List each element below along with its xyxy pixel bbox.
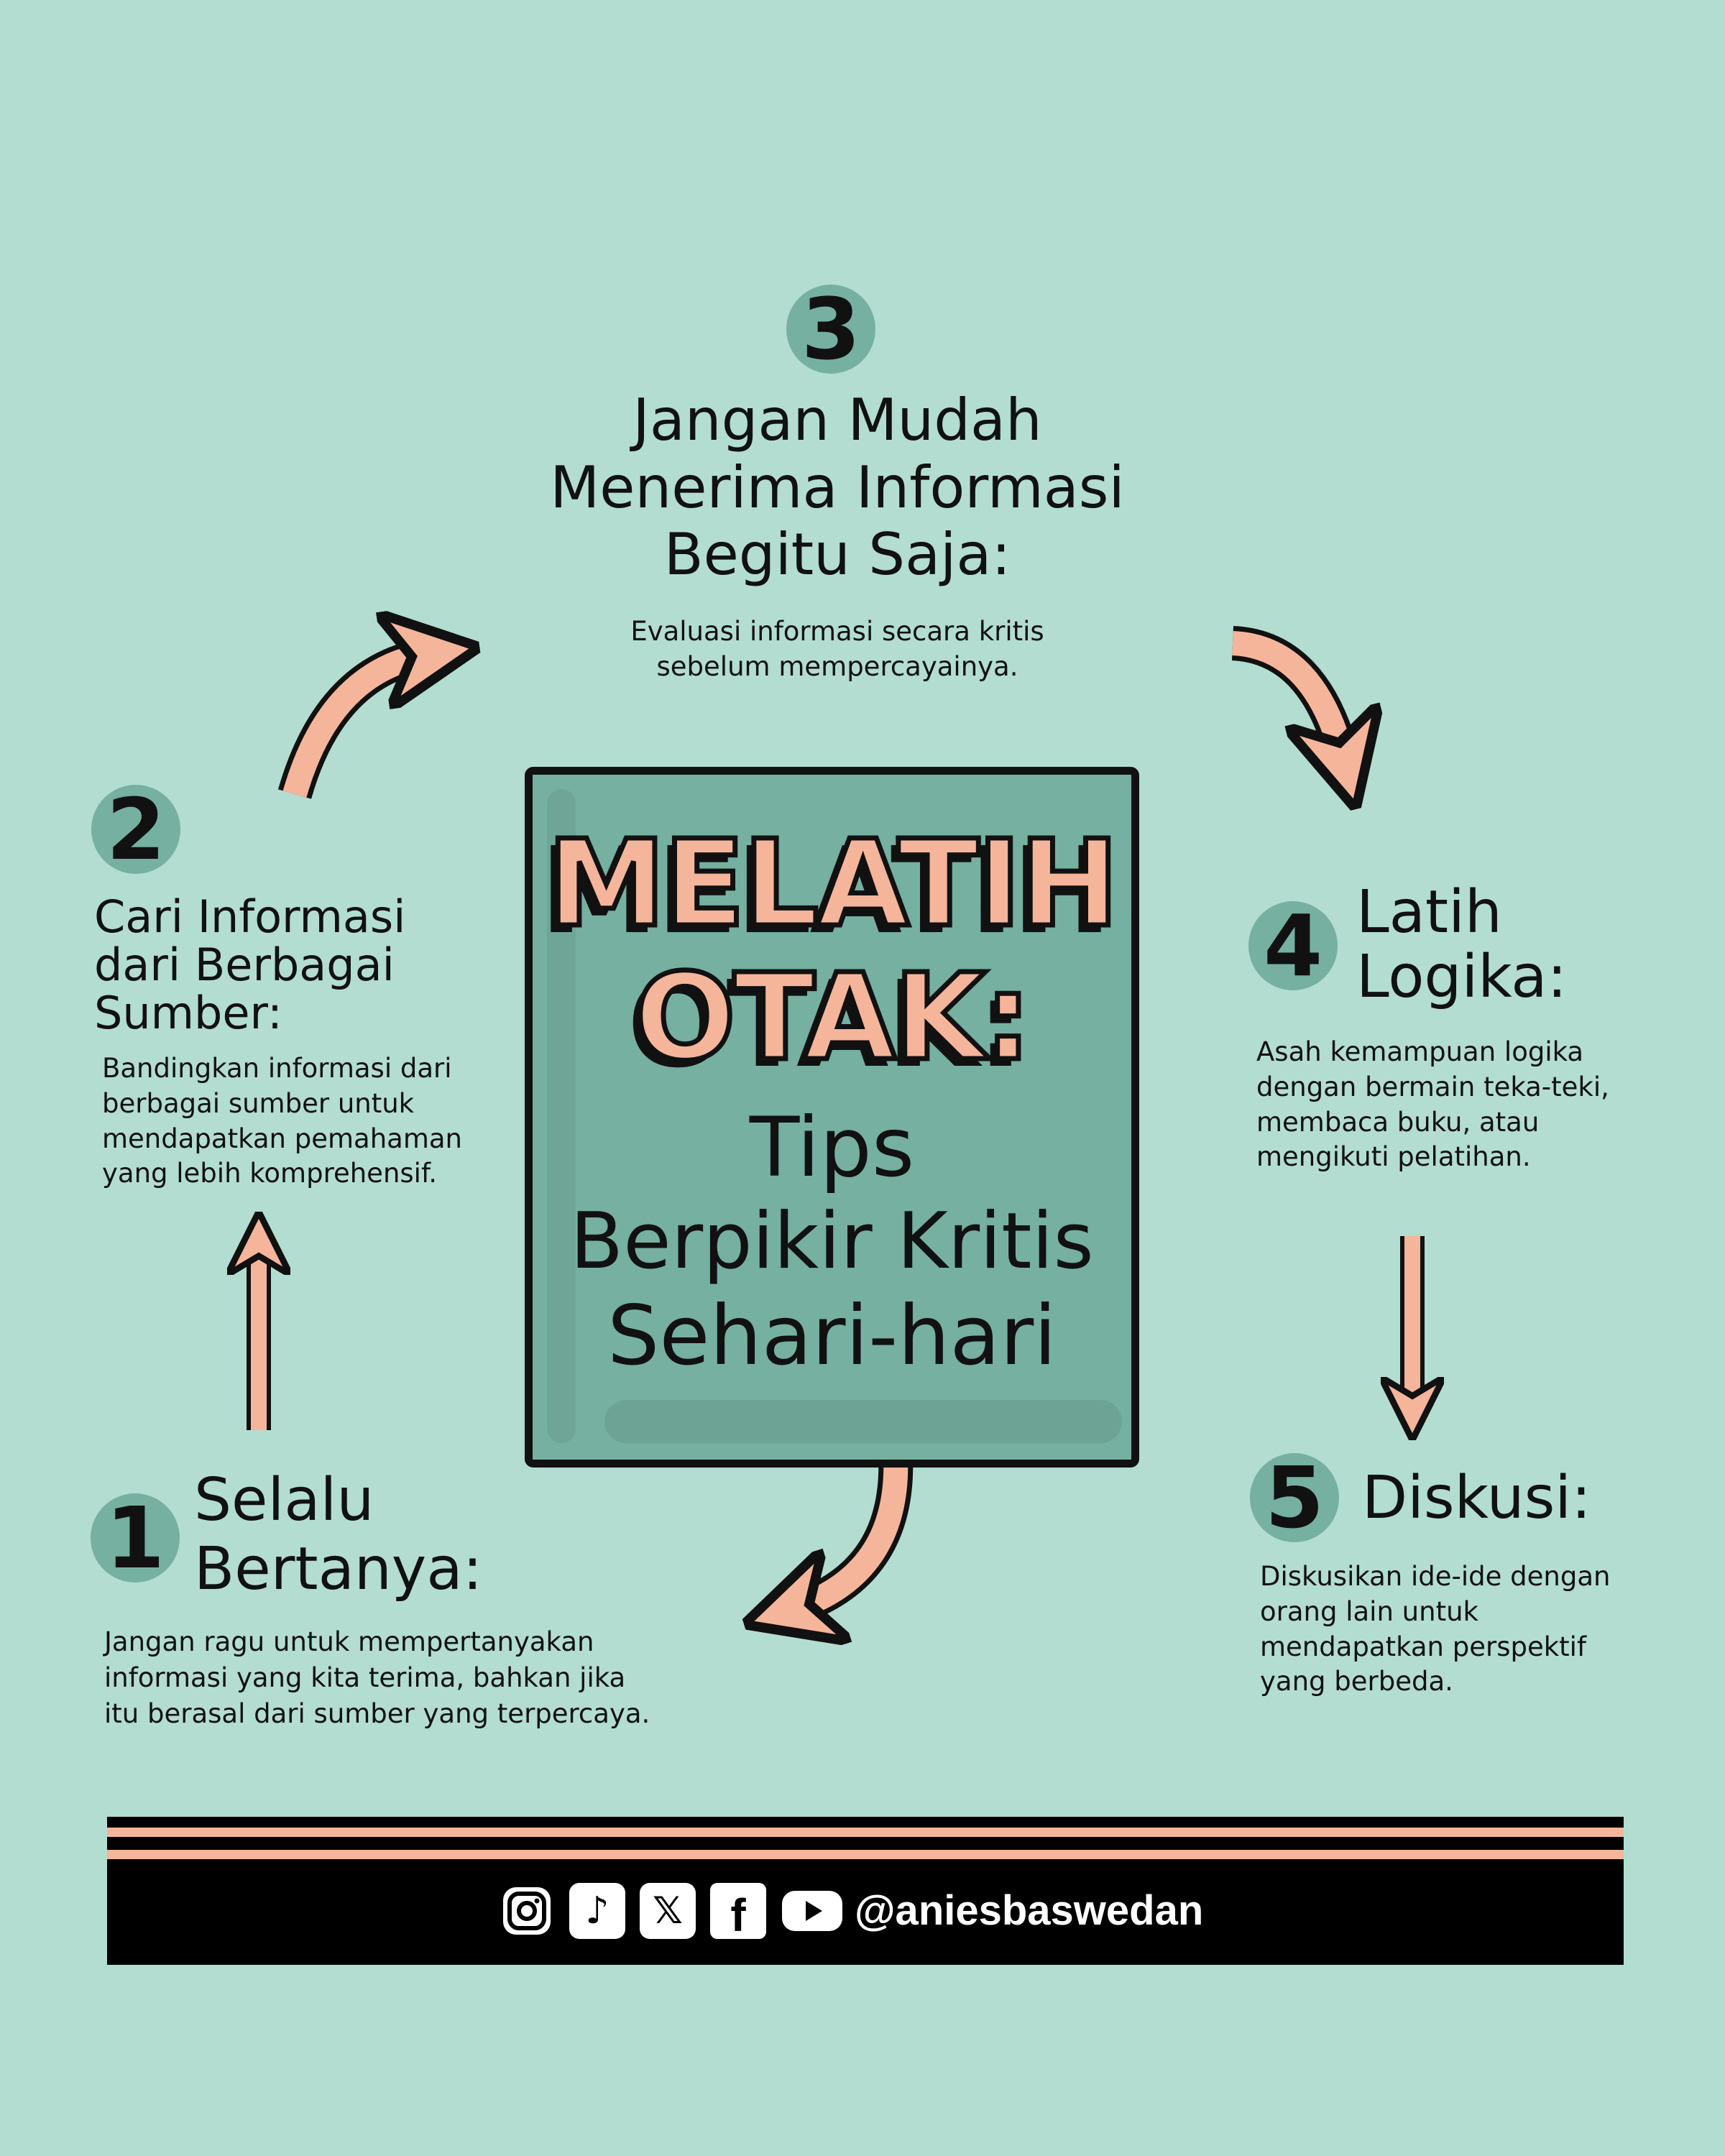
step-2-title-line: Cari Informasi <box>94 890 406 943</box>
step-5-desc-line: Diskusikan ide-ide dengan <box>1260 1561 1611 1592</box>
step-2-title <box>94 890 497 1039</box>
step-1-description <box>104 1624 737 1732</box>
step-4-desc-line: Asah kemampuan logika <box>1256 1036 1584 1067</box>
center-title-box <box>525 767 1139 1468</box>
step-3-title <box>503 387 1172 589</box>
step-1-desc-line: itu berasal dari sumber yang terpercaya. <box>104 1697 650 1729</box>
step-5-title-line: Diskusi: <box>1362 1464 1591 1532</box>
tiktok-icon[interactable] <box>569 1883 625 1939</box>
step-4-desc-line: dengan bermain teka-teki, <box>1256 1071 1609 1102</box>
step-2-desc-line: Bandingkan informasi dari <box>102 1053 452 1084</box>
step-5-desc-line: yang berbeda. <box>1260 1666 1453 1697</box>
step-4-number <box>1248 896 1338 995</box>
step-3-number <box>786 280 875 379</box>
step-5-desc-line: mendapatkan perspektif <box>1260 1631 1586 1662</box>
instagram-icon[interactable] <box>499 1883 555 1939</box>
x-icon[interactable] <box>640 1883 696 1939</box>
step-2-desc-line: yang lebih komprehensif. <box>102 1158 438 1189</box>
step-2-title-line: Sumber: <box>94 986 282 1039</box>
step-2-number-text: 2 <box>106 780 166 879</box>
step-3-title-line: Jangan Mudah <box>632 387 1042 453</box>
step-2-title-line: dari Berbagai <box>94 938 395 991</box>
headline-line: OTAK: <box>634 948 1030 1087</box>
headline-line: MELATIH <box>547 815 1117 954</box>
step-5-number <box>1250 1448 1339 1547</box>
facebook-glyph: f <box>730 1889 746 1941</box>
youtube-icon[interactable] <box>781 1883 844 1939</box>
step-5-desc-line: orang lain untuk <box>1260 1595 1478 1627</box>
step-1-title-line: Selalu <box>194 1466 374 1534</box>
facebook-icon[interactable] <box>710 1883 766 1939</box>
step-4-description <box>1256 1035 1659 1175</box>
subtitle-line: Sehari-hari <box>607 1287 1057 1383</box>
step-2-description <box>102 1051 505 1192</box>
step-5-description <box>1260 1560 1662 1700</box>
step-1-title <box>194 1466 597 1604</box>
step-4-title-line: Latih <box>1356 878 1502 946</box>
step-1-number <box>91 1488 180 1588</box>
step-3-title-line: Menerima Informasi <box>550 453 1125 521</box>
step-2-number <box>91 780 180 879</box>
step-3-number-text: 3 <box>801 280 861 379</box>
step-1-number-text: 1 <box>105 1488 165 1588</box>
step-3-description <box>546 614 1128 685</box>
step-4-desc-line: mengikuti pelatihan. <box>1256 1141 1531 1173</box>
step-2-desc-line: berbagai sumber untuk <box>102 1087 415 1119</box>
step-1-desc-line: informasi yang kita terima, bahkan jika <box>104 1662 626 1693</box>
step-4-title <box>1356 880 1701 1010</box>
x-glyph: 𝕏 <box>653 1889 683 1932</box>
step-4-desc-line: membaca buku, atau <box>1256 1106 1540 1138</box>
step-3-desc-line: Evaluasi informasi secara kritis <box>630 616 1044 647</box>
step-1-title-line: Bertanya: <box>194 1534 483 1603</box>
subtitle-line: Berpikir Kritis <box>570 1197 1094 1287</box>
step-5-title <box>1362 1464 1693 1532</box>
step-3-desc-line: sebelum mempercayainya. <box>656 650 1018 682</box>
tiktok-glyph: ♪ <box>585 1889 610 1932</box>
footer-bar <box>107 1817 1624 1965</box>
step-3-title-line: Begitu Saja: <box>663 521 1011 589</box>
footer-stripe <box>107 1850 1624 1859</box>
step-4-number-text: 4 <box>1263 896 1323 995</box>
social-handle[interactable]: @aniesbaswedan <box>855 1887 1204 1934</box>
step-4-title-line: Logika: <box>1356 943 1568 1012</box>
step-1-desc-line: Jangan ragu untuk mempertanyakan <box>104 1626 594 1657</box>
step-5-number-text: 5 <box>1264 1448 1325 1547</box>
step-2-desc-line: mendapatkan pemahaman <box>102 1123 462 1154</box>
footer-stripe <box>107 1828 1624 1837</box>
subtitle-line: Tips <box>749 1099 915 1195</box>
